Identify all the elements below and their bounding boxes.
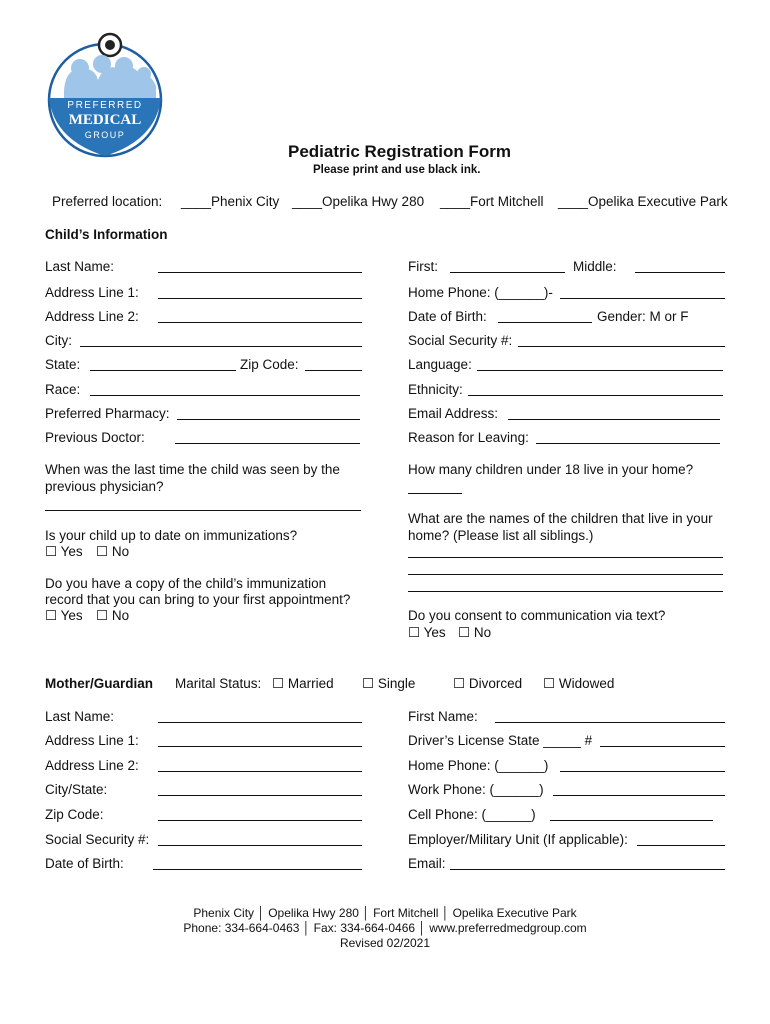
child-address1-field[interactable] [158,298,362,299]
child-ssn-field[interactable] [518,346,725,347]
q-text-consent: Do you consent to communication via text? [408,608,666,623]
child-reason-field[interactable] [536,443,720,444]
immun-yes-option[interactable] [45,544,83,560]
copy-yes-option[interactable] [45,608,83,624]
q-children-u18-field[interactable] [408,493,462,494]
location-opelika-hwy-280[interactable]: ____Opelika Hwy 280 [292,194,425,209]
child-dob-label: Date of Birth: [408,309,487,324]
text-no-label: No [473,625,492,640]
q-copy-line2: record that you can bring to your first appointment? [45,592,351,607]
checkbox-icon[interactable]: ☐ [362,676,375,691]
child-email-field[interactable] [508,419,720,420]
child-prev-doctor-field[interactable] [175,443,360,444]
child-language-label: Language: [408,357,472,372]
guardian-heading: Mother/Guardian [45,676,154,691]
child-gender-label[interactable]: Gender: M or F [597,309,689,324]
guardian-employer-label: Employer/Military Unit (If applicable): [408,832,628,847]
guardian-home-phone-field[interactable] [560,771,725,772]
child-first-name-field[interactable] [450,272,565,273]
footer-locations: Phenix City │ Opelika Hwy 280 │ Fort Mitchell │ Opelika Executive Park [193,906,577,920]
child-dob-field[interactable] [498,322,592,323]
marital-status-label: Marital Status: [175,676,262,691]
guardian-first-name-label: First Name: [408,709,478,724]
child-prev-doctor-label: Previous Doctor: [45,430,145,445]
q-children-u18: How many children under 18 live in your home? [408,462,694,477]
location-opelika-executive-park[interactable]: ____Opelika Executive Park [558,194,728,209]
guardian-last-name-label: Last Name: [45,709,115,724]
child-ethnicity-field[interactable] [468,395,723,396]
guardian-email-field[interactable] [450,869,725,870]
checkbox-icon[interactable]: ☐ [543,676,556,691]
logo-text-preferred: PREFERRED [67,100,143,111]
copy-no-option[interactable] [96,608,129,624]
child-info-heading: Child’s Information [45,227,168,242]
q-immunizations: Is your child up to date on immunizations? [45,528,298,543]
immun-no-option[interactable] [96,544,129,560]
child-zip-field[interactable] [305,370,362,371]
checkbox-icon[interactable]: ☐ [45,608,58,623]
q-last-seen-line1: When was the last time the child was seen by the [45,462,340,477]
checkbox-icon[interactable]: ☐ [96,544,109,559]
guardian-work-phone-field[interactable] [553,795,725,796]
guardian-address1-label: Address Line 1: [45,733,139,748]
guardian-dob-label: Date of Birth: [45,856,124,871]
checkbox-icon[interactable]: ☐ [96,608,109,623]
guardian-home-phone-label: Home Phone: (______) [408,758,549,773]
location-fort-mitchell[interactable]: ____Fort Mitchell [440,194,544,209]
guardian-city-state-field[interactable] [158,795,362,796]
child-address1-label: Address Line 1: [45,285,139,300]
q-children-names-line1: What are the names of the children that live in your [408,511,713,526]
text-yes-label: Yes [423,625,446,640]
checkbox-icon[interactable]: ☐ [458,625,471,640]
copy-no-label: No [111,608,130,623]
marital-widowed-option[interactable] [543,676,614,692]
logo-text-medical: MEDICAL [68,112,142,128]
copy-yes-label: Yes [60,608,83,623]
location-phenix-city[interactable]: ____Phenix City [181,194,280,209]
divorced-label: Divorced [468,676,523,691]
child-language-field[interactable] [477,370,723,371]
guardian-last-name-field[interactable] [158,722,362,723]
guardian-address1-field[interactable] [158,746,362,747]
q-copy-line1: Do you have a copy of the child’s immunization [45,576,327,591]
child-ethnicity-label: Ethnicity: [408,382,463,397]
q-children-names-field-3[interactable] [408,591,723,592]
child-middle-name-field[interactable] [635,272,725,273]
guardian-email-label: Email: [408,856,446,871]
immun-yes-label: Yes [60,544,83,559]
guardian-dl-field[interactable] [600,746,725,747]
checkbox-icon[interactable]: ☐ [45,544,58,559]
q-children-names-line2: home? (Please list all siblings.) [408,528,594,543]
guardian-cell-phone-field[interactable] [550,820,713,821]
logo-text-group: GROUP [84,130,126,140]
guardian-ssn-label: Social Security #: [45,832,150,847]
child-email-label: Email Address: [408,406,499,421]
q-children-names-field-1[interactable] [408,557,723,558]
guardian-employer-field[interactable] [637,845,725,846]
logo [44,28,166,160]
guardian-address2-label: Address Line 2: [45,758,139,773]
guardian-zip-label: Zip Code: [45,807,104,822]
q-children-names-field-2[interactable] [408,574,723,575]
footer-contact: Phone: 334-664-0463 │ Fax: 334-664-0466 │ www.preferredmedgroup.com [183,921,587,935]
guardian-work-phone-label: Work Phone: (______) [408,782,544,797]
child-pharmacy-field[interactable] [177,419,360,420]
child-address2-field[interactable] [158,322,362,323]
child-state-label: State: [45,357,81,372]
child-home-phone-label: Home Phone: (______)- [408,285,553,300]
guardian-address2-field[interactable] [158,771,362,772]
checkbox-icon[interactable]: ☐ [453,676,466,691]
child-zip-label: Zip Code: [240,357,299,372]
checkbox-icon[interactable]: ☐ [408,625,421,640]
immun-no-label: No [111,544,130,559]
text-yes-option[interactable] [408,625,446,641]
child-last-name-field[interactable] [158,272,362,273]
form-title: Pediatric Registration Form [288,142,511,161]
q-last-seen-line2: previous physician? [45,479,164,494]
child-pharmacy-label: Preferred Pharmacy: [45,406,170,421]
single-label: Single [377,676,416,691]
guardian-ssn-field[interactable] [158,845,362,846]
child-city-field[interactable] [80,346,362,347]
child-city-label: City: [45,333,72,348]
guardian-dob-field[interactable] [153,869,362,870]
guardian-dl-label: Driver’s License State _____ # [408,733,593,748]
child-race-label: Race: [45,382,81,397]
guardian-first-name-field[interactable] [495,722,725,723]
marital-married-option[interactable] [272,676,334,692]
child-home-phone-field[interactable] [560,298,725,299]
text-no-option[interactable] [458,625,491,641]
child-race-field[interactable] [90,395,360,396]
widowed-label: Widowed [558,676,615,691]
footer-revised: Revised 02/2021 [339,936,431,950]
married-label: Married [287,676,334,691]
form-subtitle: Please print and use black ink. [313,164,481,176]
marital-single-option[interactable] [362,676,415,692]
child-state-field[interactable] [90,370,236,371]
child-ssn-label: Social Security #: [408,333,513,348]
guardian-zip-field[interactable] [158,820,362,821]
child-middle-name-label: Middle: [573,259,617,274]
child-address2-label: Address Line 2: [45,309,139,324]
location-label: Preferred location: [52,194,163,209]
q-last-seen-field[interactable] [45,510,361,511]
guardian-cell-phone-label: Cell Phone: (______) [408,807,536,822]
guardian-city-state-label: City/State: [45,782,108,797]
checkbox-icon[interactable]: ☐ [272,676,285,691]
child-last-name-label: Last Name: [45,259,115,274]
child-reason-label: Reason for Leaving: [408,430,529,445]
marital-divorced-option[interactable] [453,676,522,692]
child-first-name-label: First: [408,259,438,274]
